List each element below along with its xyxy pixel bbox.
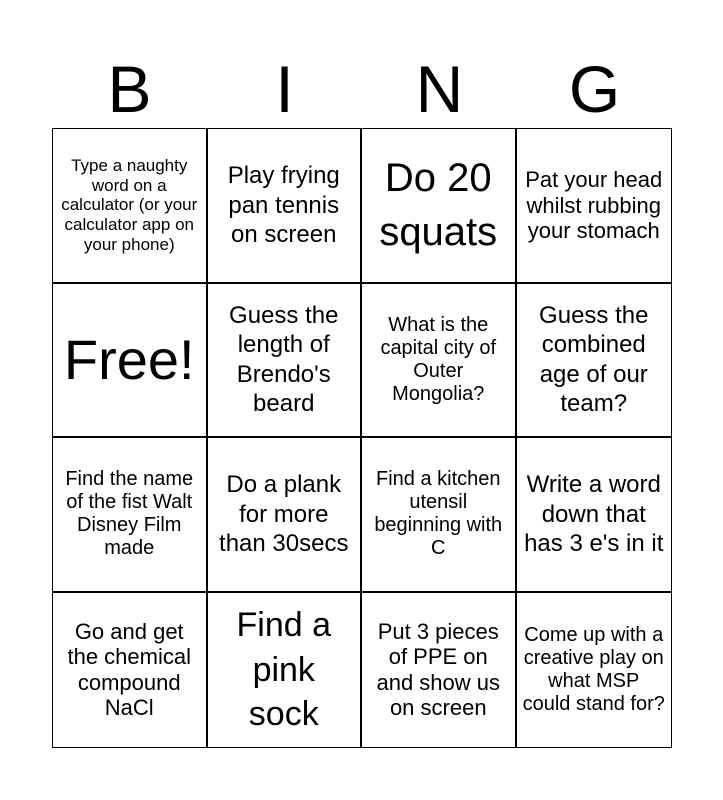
bingo-cell-r2c4[interactable]: Guess the combined age of our team? bbox=[517, 284, 672, 439]
header-letter-n: N bbox=[415, 52, 464, 126]
bingo-cell-r2c1-free[interactable]: Free! bbox=[53, 284, 208, 439]
header-letter-g: G bbox=[568, 52, 621, 126]
bingo-cell-r4c3[interactable]: Put 3 pieces of PPE on and show us on screen bbox=[362, 593, 517, 748]
bingo-cell-r2c2[interactable]: Guess the length of Brendo's beard bbox=[208, 284, 363, 439]
bingo-cell-r3c2[interactable]: Do a plank for more than 30secs bbox=[208, 438, 363, 593]
bingo-cell-r1c1[interactable]: Type a naughty word on a calculator (or your calculator app on your phone) bbox=[53, 129, 208, 284]
header-letter-i: I bbox=[275, 52, 294, 126]
bingo-grid bbox=[52, 128, 672, 748]
bingo-header bbox=[52, 50, 672, 128]
bingo-cell-r4c2[interactable]: Find a pink sock bbox=[208, 593, 363, 748]
bingo-cell-r1c4[interactable]: Pat your head whilst rubbing your stomach bbox=[517, 129, 672, 284]
bingo-cell-r3c4[interactable]: Write a word down that has 3 e's in it bbox=[517, 438, 672, 593]
bingo-cell-r1c3[interactable]: Do 20 squats bbox=[362, 129, 517, 284]
bingo-cell-r4c4[interactable]: Come up with a creative play on what MSP could stand for? bbox=[522, 623, 665, 715]
bingo-cell-r2c3[interactable]: What is the capital city of Outer Mongolia? bbox=[362, 284, 517, 439]
bingo-cell-r3c3[interactable]: Find a kitchen utensil beginning with C bbox=[362, 438, 517, 593]
bingo-cell-r1c2[interactable]: Play frying pan tennis on screen bbox=[208, 129, 363, 284]
bingo-cell-r3c1[interactable]: Find the name of the fist Walt Disney Film made bbox=[53, 438, 208, 593]
bingo-cell-r4c1[interactable]: Go and get the chemical compound NaCl bbox=[53, 593, 208, 748]
header-letter-b: B bbox=[107, 52, 152, 126]
